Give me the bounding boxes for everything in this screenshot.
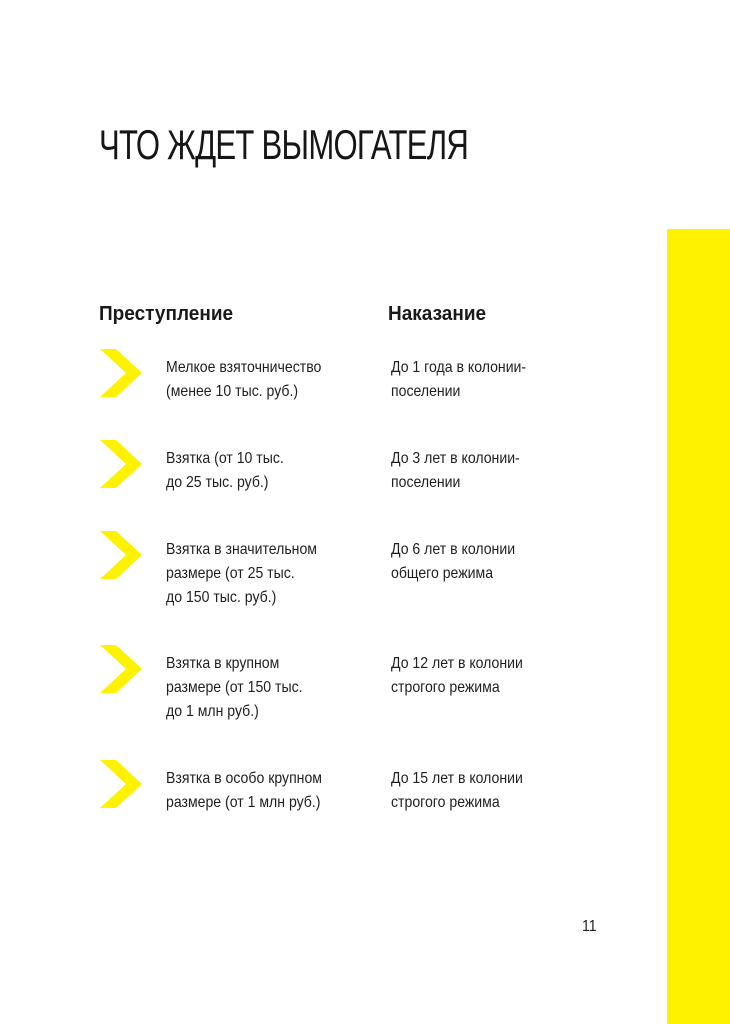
crime-cell: Взятка в особо крупном размере (от 1 млн руб.) [166,770,322,811]
yellow-side-bar [667,229,730,1024]
chevron-right-icon [100,760,142,808]
penalty-cell: До 1 года в колонии- поселении [391,359,527,400]
penalty-cell: До 12 лет в колонии строгого режима [391,655,523,696]
chevron-right-icon [100,531,142,579]
crime-cell: Взятка в крупном размере (от 150 тыс. до 1 млн руб.) [166,655,303,720]
page-number: 11 [582,918,597,935]
page-title: ЧТО ЖДЕТ ВЫМОГАТЕЛЯ [99,121,469,168]
chevron-right-icon [100,349,142,397]
chevron-right-icon [100,645,142,693]
penalty-cell: До 6 лет в колонии общего режима [391,541,516,582]
header-crime: Преступление [99,303,234,325]
crime-cell: Взятка (от 10 тыс. до 25 тыс. руб.) [166,450,284,491]
crime-cell: Мелкое взяточничество (менее 10 тыс. руб.) [166,359,322,400]
header-penalty: Наказание [388,303,487,325]
chevron-right-icon [100,440,142,488]
crime-cell: Взятка в значительном размере (от 25 тыс. до 150 тыс. руб.) [166,541,317,606]
penalty-cell: До 3 лет в колонии- поселении [391,450,520,491]
penalty-cell: До 15 лет в колонии строгого режима [391,770,523,811]
